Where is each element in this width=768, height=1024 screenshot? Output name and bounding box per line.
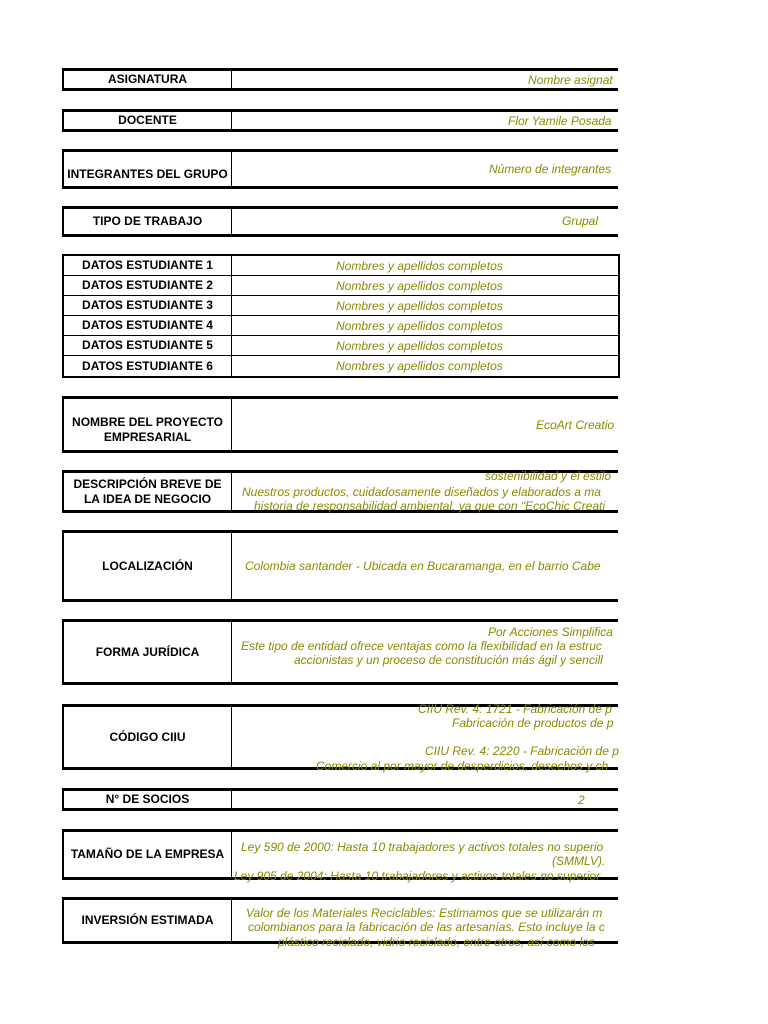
student-value-5[interactable]: Nombres y apellidos completos bbox=[336, 338, 503, 353]
student-row-2 bbox=[64, 276, 618, 296]
asignatura-text: Nombre asignat bbox=[528, 73, 613, 87]
integrantes-label: INTEGRANTES DEL GRUPO bbox=[64, 152, 232, 186]
proyecto-value[interactable] bbox=[232, 399, 618, 450]
localizacion-label: LOCALIZACIÓN bbox=[64, 533, 232, 599]
docente-row bbox=[62, 109, 618, 132]
students-table bbox=[62, 254, 620, 378]
docente-text: Flor Yamile Posada bbox=[508, 114, 612, 128]
student-value-1[interactable]: Nombres y apellidos completos bbox=[336, 258, 503, 273]
inversion-row bbox=[62, 897, 618, 949]
proyecto-text: EcoArt Creatio bbox=[536, 418, 615, 432]
tamano-empresa-line-3: Ley 905 de 2004: Hasta 10 trabajadores y activos totales no superior bbox=[234, 869, 601, 883]
integrantes-text: Número de integrantes bbox=[489, 162, 612, 176]
codigo-ciiu-line-4: Comercio al por mayor de desperdicios, desechos y ch bbox=[316, 759, 609, 773]
descripcion-row bbox=[62, 470, 618, 513]
docente-value[interactable] bbox=[232, 112, 618, 129]
localizacion-text: Colombia santander - Ubicada en Bucaramanga, en el barrio Cabe bbox=[245, 559, 601, 573]
tamano-empresa-label: TAMAÑO DE LA EMPRESA bbox=[64, 832, 232, 877]
forma-juridica-line-1: Por Acciones Simplifica bbox=[488, 625, 613, 639]
forma-juridica-line-3: accionistas y un proceso de constitución más ágil y sencill bbox=[294, 653, 603, 667]
student-row-6 bbox=[64, 356, 618, 376]
student-value-3[interactable]: Nombres y apellidos completos bbox=[336, 298, 503, 313]
student-value-2[interactable]: Nombres y apellidos completos bbox=[336, 278, 503, 293]
inversion-line-1: Valor de los Materiales Reciclables: Estimamos que se utilizarán m bbox=[246, 906, 603, 920]
integrantes-row bbox=[62, 149, 618, 189]
descripcion-line-1: sostenibilidad y el estilo bbox=[485, 469, 612, 483]
asignatura-value[interactable] bbox=[232, 71, 618, 88]
socios-label: N° DE SOCIOS bbox=[64, 791, 232, 808]
descripcion-line-3: historia de responsabilidad ambiental, ya que con "EcoChic Creati bbox=[254, 499, 606, 513]
tipo-trabajo-value[interactable] bbox=[232, 209, 618, 234]
student-label-1: DATOS ESTUDIANTE 1 bbox=[64, 256, 232, 275]
inversion-label: INVERSIÓN ESTIMADA bbox=[64, 900, 232, 941]
tipo-trabajo-text: Grupal bbox=[562, 214, 599, 228]
student-label-2: DATOS ESTUDIANTE 2 bbox=[64, 276, 232, 295]
codigo-ciiu-line-3: CIIU Rev. 4: 2220 - Fabricación de p bbox=[425, 744, 619, 758]
codigo-ciiu-label: CÓDIGO CIIU bbox=[64, 707, 232, 767]
asignatura-row bbox=[62, 68, 618, 91]
socios-value[interactable] bbox=[232, 791, 618, 808]
tamano-empresa-value[interactable] bbox=[232, 832, 618, 883]
forma-juridica-label: FORMA JURÍDICA bbox=[64, 622, 232, 682]
tamano-empresa-line-2: (SMMLV). bbox=[552, 854, 606, 868]
codigo-ciiu-value[interactable] bbox=[232, 702, 619, 773]
tamano-empresa-row bbox=[62, 829, 618, 883]
tipo-trabajo-label: TIPO DE TRABAJO bbox=[64, 209, 232, 234]
inversion-line-2: colombianos para la fabricación de las artesanías. Esto incluye la c bbox=[248, 920, 605, 934]
asignatura-label: ASIGNATURA bbox=[64, 71, 232, 88]
socios-text: 2 bbox=[578, 793, 585, 807]
proyecto-label: NOMBRE DEL PROYECTO EMPRESARIAL bbox=[64, 399, 232, 450]
forma-juridica-line-2: Este tipo de entidad ofrece ventajas como la flexibilidad en la estruc bbox=[241, 639, 602, 653]
student-label-6: DATOS ESTUDIANTE 6 bbox=[64, 356, 232, 376]
codigo-ciiu-line-2: Fabricación de productos de p bbox=[452, 716, 614, 730]
student-row-4 bbox=[64, 316, 618, 336]
socios-row bbox=[62, 788, 618, 811]
forma-juridica-value[interactable] bbox=[232, 622, 618, 682]
student-row-1 bbox=[64, 256, 618, 276]
integrantes-value[interactable] bbox=[232, 152, 618, 186]
proyecto-row bbox=[62, 396, 618, 453]
student-label-5: DATOS ESTUDIANTE 5 bbox=[64, 336, 232, 355]
docente-label: DOCENTE bbox=[64, 112, 232, 129]
tipo-trabajo-row bbox=[62, 206, 618, 237]
inversion-line-3: plástico reciclado, vidrio reciclado, entre otros, así como los bbox=[278, 935, 595, 949]
localizacion-value[interactable] bbox=[232, 533, 618, 599]
inversion-value[interactable] bbox=[232, 900, 618, 949]
codigo-ciiu-row bbox=[62, 702, 619, 773]
localizacion-row bbox=[62, 530, 618, 602]
tamano-empresa-line-1: Ley 590 de 2000: Hasta 10 trabajadores y activos totales no superio bbox=[241, 840, 604, 854]
descripcion-label: DESCRIPCIÓN BREVE DE LA IDEA DE NEGOCIO bbox=[64, 473, 232, 510]
student-label-3: DATOS ESTUDIANTE 3 bbox=[64, 296, 232, 315]
descripcion-value[interactable] bbox=[232, 469, 618, 513]
student-row-3 bbox=[64, 296, 618, 316]
student-label-4: DATOS ESTUDIANTE 4 bbox=[64, 316, 232, 335]
student-value-6[interactable]: Nombres y apellidos completos bbox=[336, 359, 503, 373]
forma-juridica-row bbox=[62, 619, 618, 685]
student-value-4[interactable]: Nombres y apellidos completos bbox=[336, 318, 503, 333]
student-row-5 bbox=[64, 336, 618, 356]
descripcion-line-2: Nuestros productos, cuidadosamente diseñados y elaborados a ma bbox=[242, 485, 601, 499]
codigo-ciiu-line-1: CIIU Rev. 4: 1721 - Fabricación de p bbox=[418, 702, 612, 716]
